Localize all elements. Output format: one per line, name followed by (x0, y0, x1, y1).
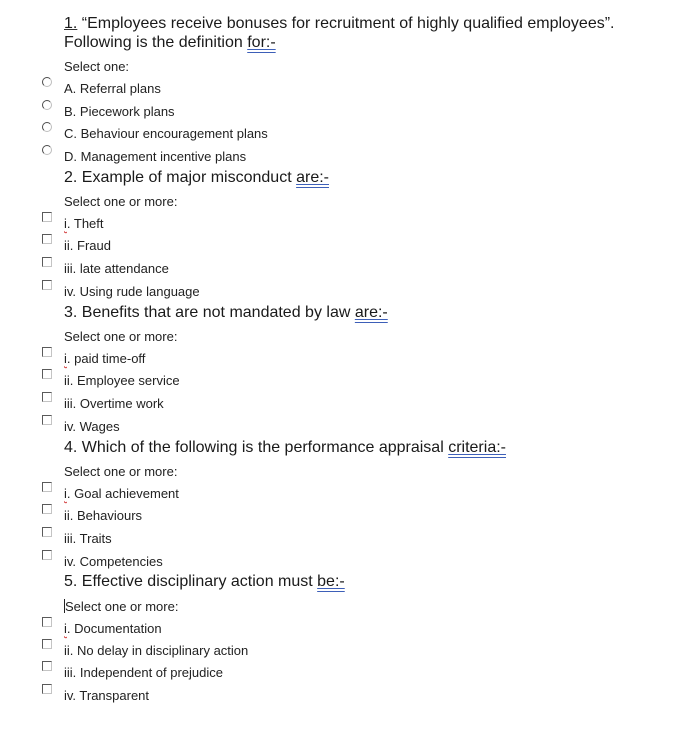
checkbox-option[interactable] (0, 415, 400, 433)
checkbox-option[interactable] (0, 639, 400, 657)
checkbox-option[interactable] (0, 234, 400, 252)
question-tail: are:- (296, 169, 329, 186)
checkbox-option[interactable] (0, 550, 400, 568)
option-label: D. Management incentive plans (64, 149, 247, 164)
option-label: iii. Traits (64, 531, 112, 546)
checkbox[interactable] (42, 482, 52, 492)
checkbox-option[interactable] (0, 527, 400, 545)
checkbox-option[interactable] (0, 280, 400, 298)
radio-button[interactable] (42, 122, 52, 132)
radio-button[interactable] (42, 77, 52, 87)
checkbox-option[interactable] (0, 257, 400, 275)
question-4-text (64, 438, 506, 457)
radio-button[interactable] (42, 145, 52, 155)
question-number: 2. (64, 169, 78, 186)
option-label: iv. Using rude language (64, 284, 200, 299)
question-tail: criteria:- (448, 439, 506, 456)
checkbox[interactable] (42, 369, 52, 379)
checkbox-option[interactable] (0, 661, 400, 679)
option-label: ii. Fraud (64, 238, 111, 253)
question-number: 5. (64, 573, 78, 590)
checkbox[interactable] (42, 347, 52, 357)
checkbox[interactable] (42, 392, 52, 402)
option-label: iv. Competencies (64, 554, 163, 569)
question-2-text (64, 168, 329, 187)
option-label: ii. No delay in disciplinary action (64, 643, 249, 658)
option-label: i. paid time-off (64, 351, 146, 366)
option-label: iii. Independent of prejudice (64, 665, 224, 680)
question-3-text (64, 303, 388, 322)
question-body: Which of the following is the performance appraisal (77, 439, 449, 456)
option-label: A. Referral plans (64, 81, 161, 96)
question-5-text (64, 572, 345, 591)
option-label: i. Theft (64, 216, 104, 231)
checkbox-option[interactable] (0, 369, 400, 387)
question-number: 3. (64, 304, 78, 321)
option-label: iii. late attendance (64, 261, 169, 276)
question-number: 1. (64, 15, 78, 32)
radio-button[interactable] (42, 100, 52, 110)
checkbox[interactable] (42, 617, 52, 627)
checkbox[interactable] (42, 684, 52, 694)
select-prompt: Select one: (64, 59, 130, 74)
option-label: iv. Transparent (64, 688, 150, 703)
question-body: Benefits that are not mandated by law (77, 304, 355, 321)
checkbox[interactable] (42, 212, 52, 222)
option-label: i. Documentation (64, 621, 162, 636)
checkbox[interactable] (42, 415, 52, 425)
select-prompt: Select one or more: (64, 464, 178, 479)
question-body: “Employees receive bonuses for recruitment of highly qualified employees”. Following is the definition (64, 15, 615, 51)
checkbox-option[interactable] (0, 684, 400, 702)
checkbox-option[interactable] (0, 212, 400, 230)
checkbox-option[interactable] (0, 504, 400, 522)
question-number: 4. (64, 439, 78, 456)
radio-option[interactable] (0, 77, 400, 95)
radio-option[interactable] (0, 100, 400, 118)
checkbox[interactable] (42, 661, 52, 671)
select-prompt: Select one or more: (64, 329, 178, 344)
checkbox-option[interactable] (0, 392, 400, 410)
checkbox[interactable] (42, 504, 52, 514)
option-label: C. Behaviour encouragement plans (64, 126, 268, 141)
radio-option[interactable] (0, 145, 400, 163)
question-tail: for:- (247, 34, 276, 51)
checkbox[interactable] (42, 639, 52, 649)
option-label: iii. Overtime work (64, 396, 164, 411)
checkbox[interactable] (42, 257, 52, 267)
checkbox[interactable] (42, 280, 52, 290)
option-label: B. Piecework plans (64, 104, 175, 119)
question-tail: be:- (317, 573, 345, 590)
question-body: Example of major misconduct (77, 169, 297, 186)
option-label: ii. Employee service (64, 373, 180, 388)
checkbox[interactable] (42, 234, 52, 244)
radio-option[interactable] (0, 122, 400, 140)
question-tail: are:- (354, 304, 388, 321)
checkbox[interactable] (42, 527, 52, 537)
option-label: iv. Wages (64, 419, 120, 434)
checkbox[interactable] (42, 550, 52, 560)
option-label: ii. Behaviours (64, 508, 143, 523)
checkbox-option[interactable] (0, 482, 400, 500)
select-prompt: Select one or more: (64, 194, 178, 209)
question-1-text (64, 14, 664, 52)
checkbox-option[interactable] (0, 617, 400, 635)
option-label: i. Goal achievement (64, 486, 179, 501)
question-body: Effective disciplinary action must (77, 573, 318, 590)
select-prompt: Select one or more: (65, 599, 179, 614)
checkbox-option[interactable] (0, 347, 400, 365)
